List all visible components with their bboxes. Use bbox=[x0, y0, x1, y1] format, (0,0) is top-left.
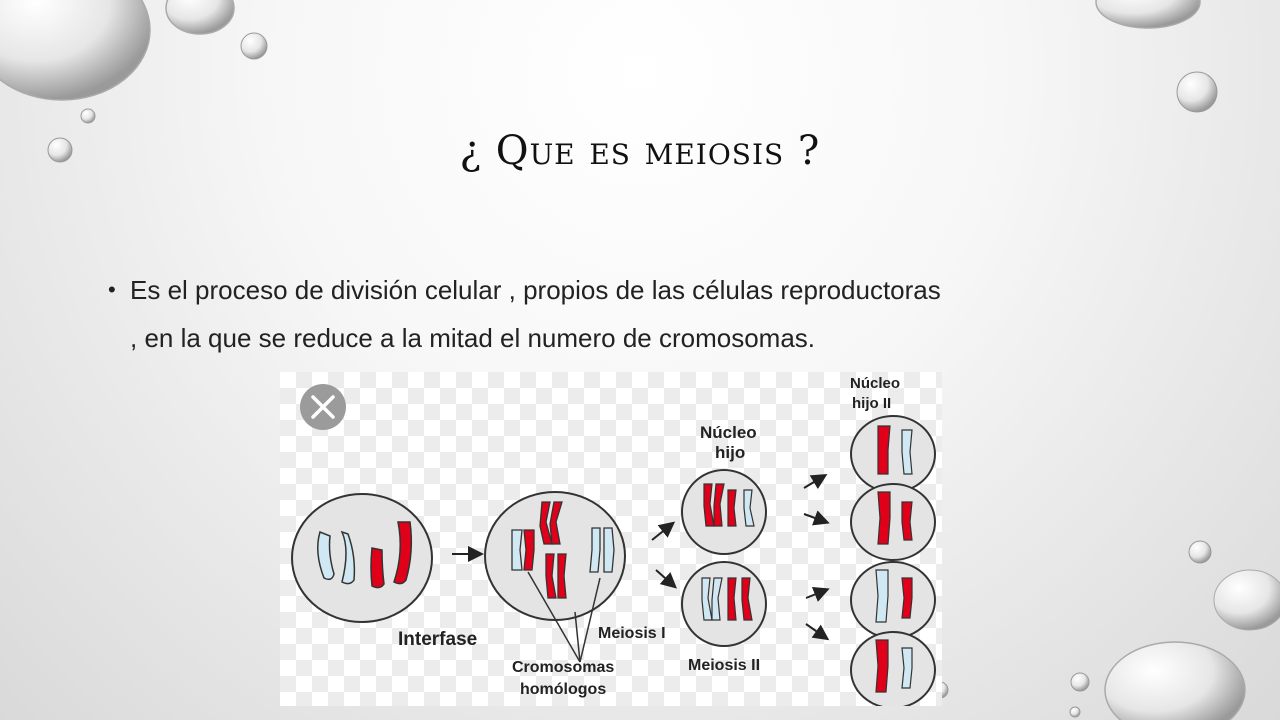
meiosis-i-cell bbox=[485, 492, 625, 620]
final-cell-4 bbox=[851, 632, 935, 706]
daughter-cell-bottom bbox=[682, 562, 766, 646]
bullet-line-2: , en la que se reduce a la mitad el numero de cromosomas. bbox=[130, 323, 816, 353]
final-cell-3 bbox=[851, 562, 935, 638]
interfase-cell bbox=[292, 494, 432, 622]
label-nucleo-hijo-line1: Núcleo bbox=[700, 423, 757, 442]
meiosis-diagram bbox=[280, 372, 942, 706]
label-interfase: Interfase bbox=[398, 629, 478, 650]
label-homologos: homólogos bbox=[520, 681, 607, 698]
slide-title: ¿ Que es meiosis ? bbox=[459, 128, 821, 174]
close-button[interactable] bbox=[300, 384, 346, 430]
label-meiosis-2: Meiosis II bbox=[688, 657, 761, 674]
bullet-line-1: Es el proceso de división celular , propios de las células reproductoras bbox=[130, 275, 941, 305]
final-cell-1 bbox=[851, 416, 935, 492]
label-nucleo-hijo-ii-line1: Núcleo bbox=[850, 375, 901, 392]
label-nucleo-hijo-line2: hijo bbox=[715, 443, 746, 462]
label-meiosis-1: Meiosis I bbox=[598, 625, 666, 642]
label-nucleo-hijo-ii-line2: hijo II bbox=[852, 395, 892, 412]
label-cromosomas: Cromosomas bbox=[512, 659, 615, 676]
bullet-text bbox=[108, 266, 1200, 362]
daughter-cell-top bbox=[682, 470, 766, 554]
final-cell-2 bbox=[851, 484, 935, 560]
